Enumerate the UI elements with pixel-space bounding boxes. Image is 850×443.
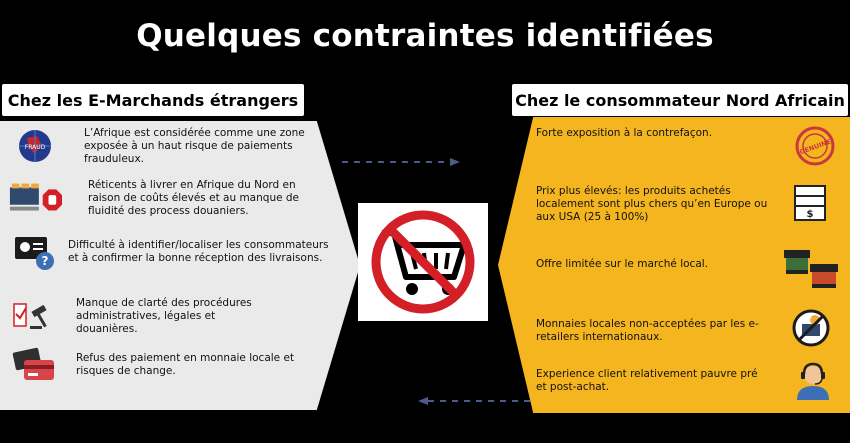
left-header bbox=[2, 84, 304, 116]
svg-text:FRAUD: FRAUD bbox=[24, 144, 46, 151]
genuine-stamp-text: GENUINE bbox=[798, 137, 833, 157]
item-text: Forte exposition à la contrefaçon. bbox=[536, 127, 713, 139]
item-text: L’Afrique est considérée comme une zone exposée à un haut risque de paiements frauduleux. bbox=[84, 126, 305, 165]
item-text: Prix plus élevés: les produits achetés localement sont plus chers qu’en Europe ou aux USA (25 à 100%) bbox=[536, 185, 768, 223]
list-item bbox=[8, 126, 306, 166]
dashed-arrow-right bbox=[340, 157, 462, 167]
no-currency-icon bbox=[787, 306, 835, 350]
no-shopping-cart-icon bbox=[358, 203, 488, 321]
list-item bbox=[8, 345, 306, 385]
customer-support-icon bbox=[789, 358, 837, 402]
list-item bbox=[536, 318, 766, 344]
list-item bbox=[8, 178, 318, 218]
list-item bbox=[536, 258, 756, 271]
list-item bbox=[536, 368, 758, 394]
delivery-stop-icon bbox=[8, 178, 62, 218]
right-header-label: Chez le consommateur Nord Africain bbox=[515, 90, 845, 110]
center-graphic bbox=[358, 203, 488, 321]
list-item bbox=[536, 185, 774, 224]
item-text: Experience client relativement pauvre pré et post-achat. bbox=[536, 368, 758, 393]
item-text: Difficulté à identifier/localiser les consommateurs et à confirmer la bonne réception des livraisons. bbox=[68, 239, 329, 264]
item-text: Manque de clarté des procédures administratives, légales et douanières. bbox=[76, 296, 252, 335]
globe-fraud-icon bbox=[8, 126, 62, 166]
item-text: Refus des paiement en monnaie locale et risques de change. bbox=[76, 352, 295, 377]
svg-text:$: $ bbox=[806, 209, 814, 220]
market-stall-icon bbox=[782, 246, 840, 290]
money-stack-icon bbox=[787, 180, 835, 224]
item-text: Monnaies locales non-acceptées par les e-retailers internationaux. bbox=[536, 318, 759, 343]
dashed-arrow-left bbox=[416, 396, 538, 406]
item-text: Offre limitée sur le marché local. bbox=[536, 258, 709, 270]
gavel-document-icon bbox=[8, 296, 62, 336]
page-title: Quelques contraintes identifiées bbox=[136, 18, 714, 54]
list-item bbox=[536, 127, 756, 140]
left-header-label: Chez les E-Marchands étrangers bbox=[7, 90, 299, 110]
item-text: Réticents à livrer en Afrique du Nord en raison de coûts élevés et au manque de fluidité des process douaniers. bbox=[88, 178, 300, 217]
right-header bbox=[512, 84, 848, 116]
svg-text:?: ? bbox=[41, 254, 49, 268]
id-card-question-icon bbox=[8, 232, 62, 272]
list-item bbox=[8, 296, 276, 336]
list-item bbox=[8, 232, 340, 272]
genuine-stamp-icon bbox=[791, 124, 839, 168]
credit-card-icon bbox=[8, 345, 62, 385]
